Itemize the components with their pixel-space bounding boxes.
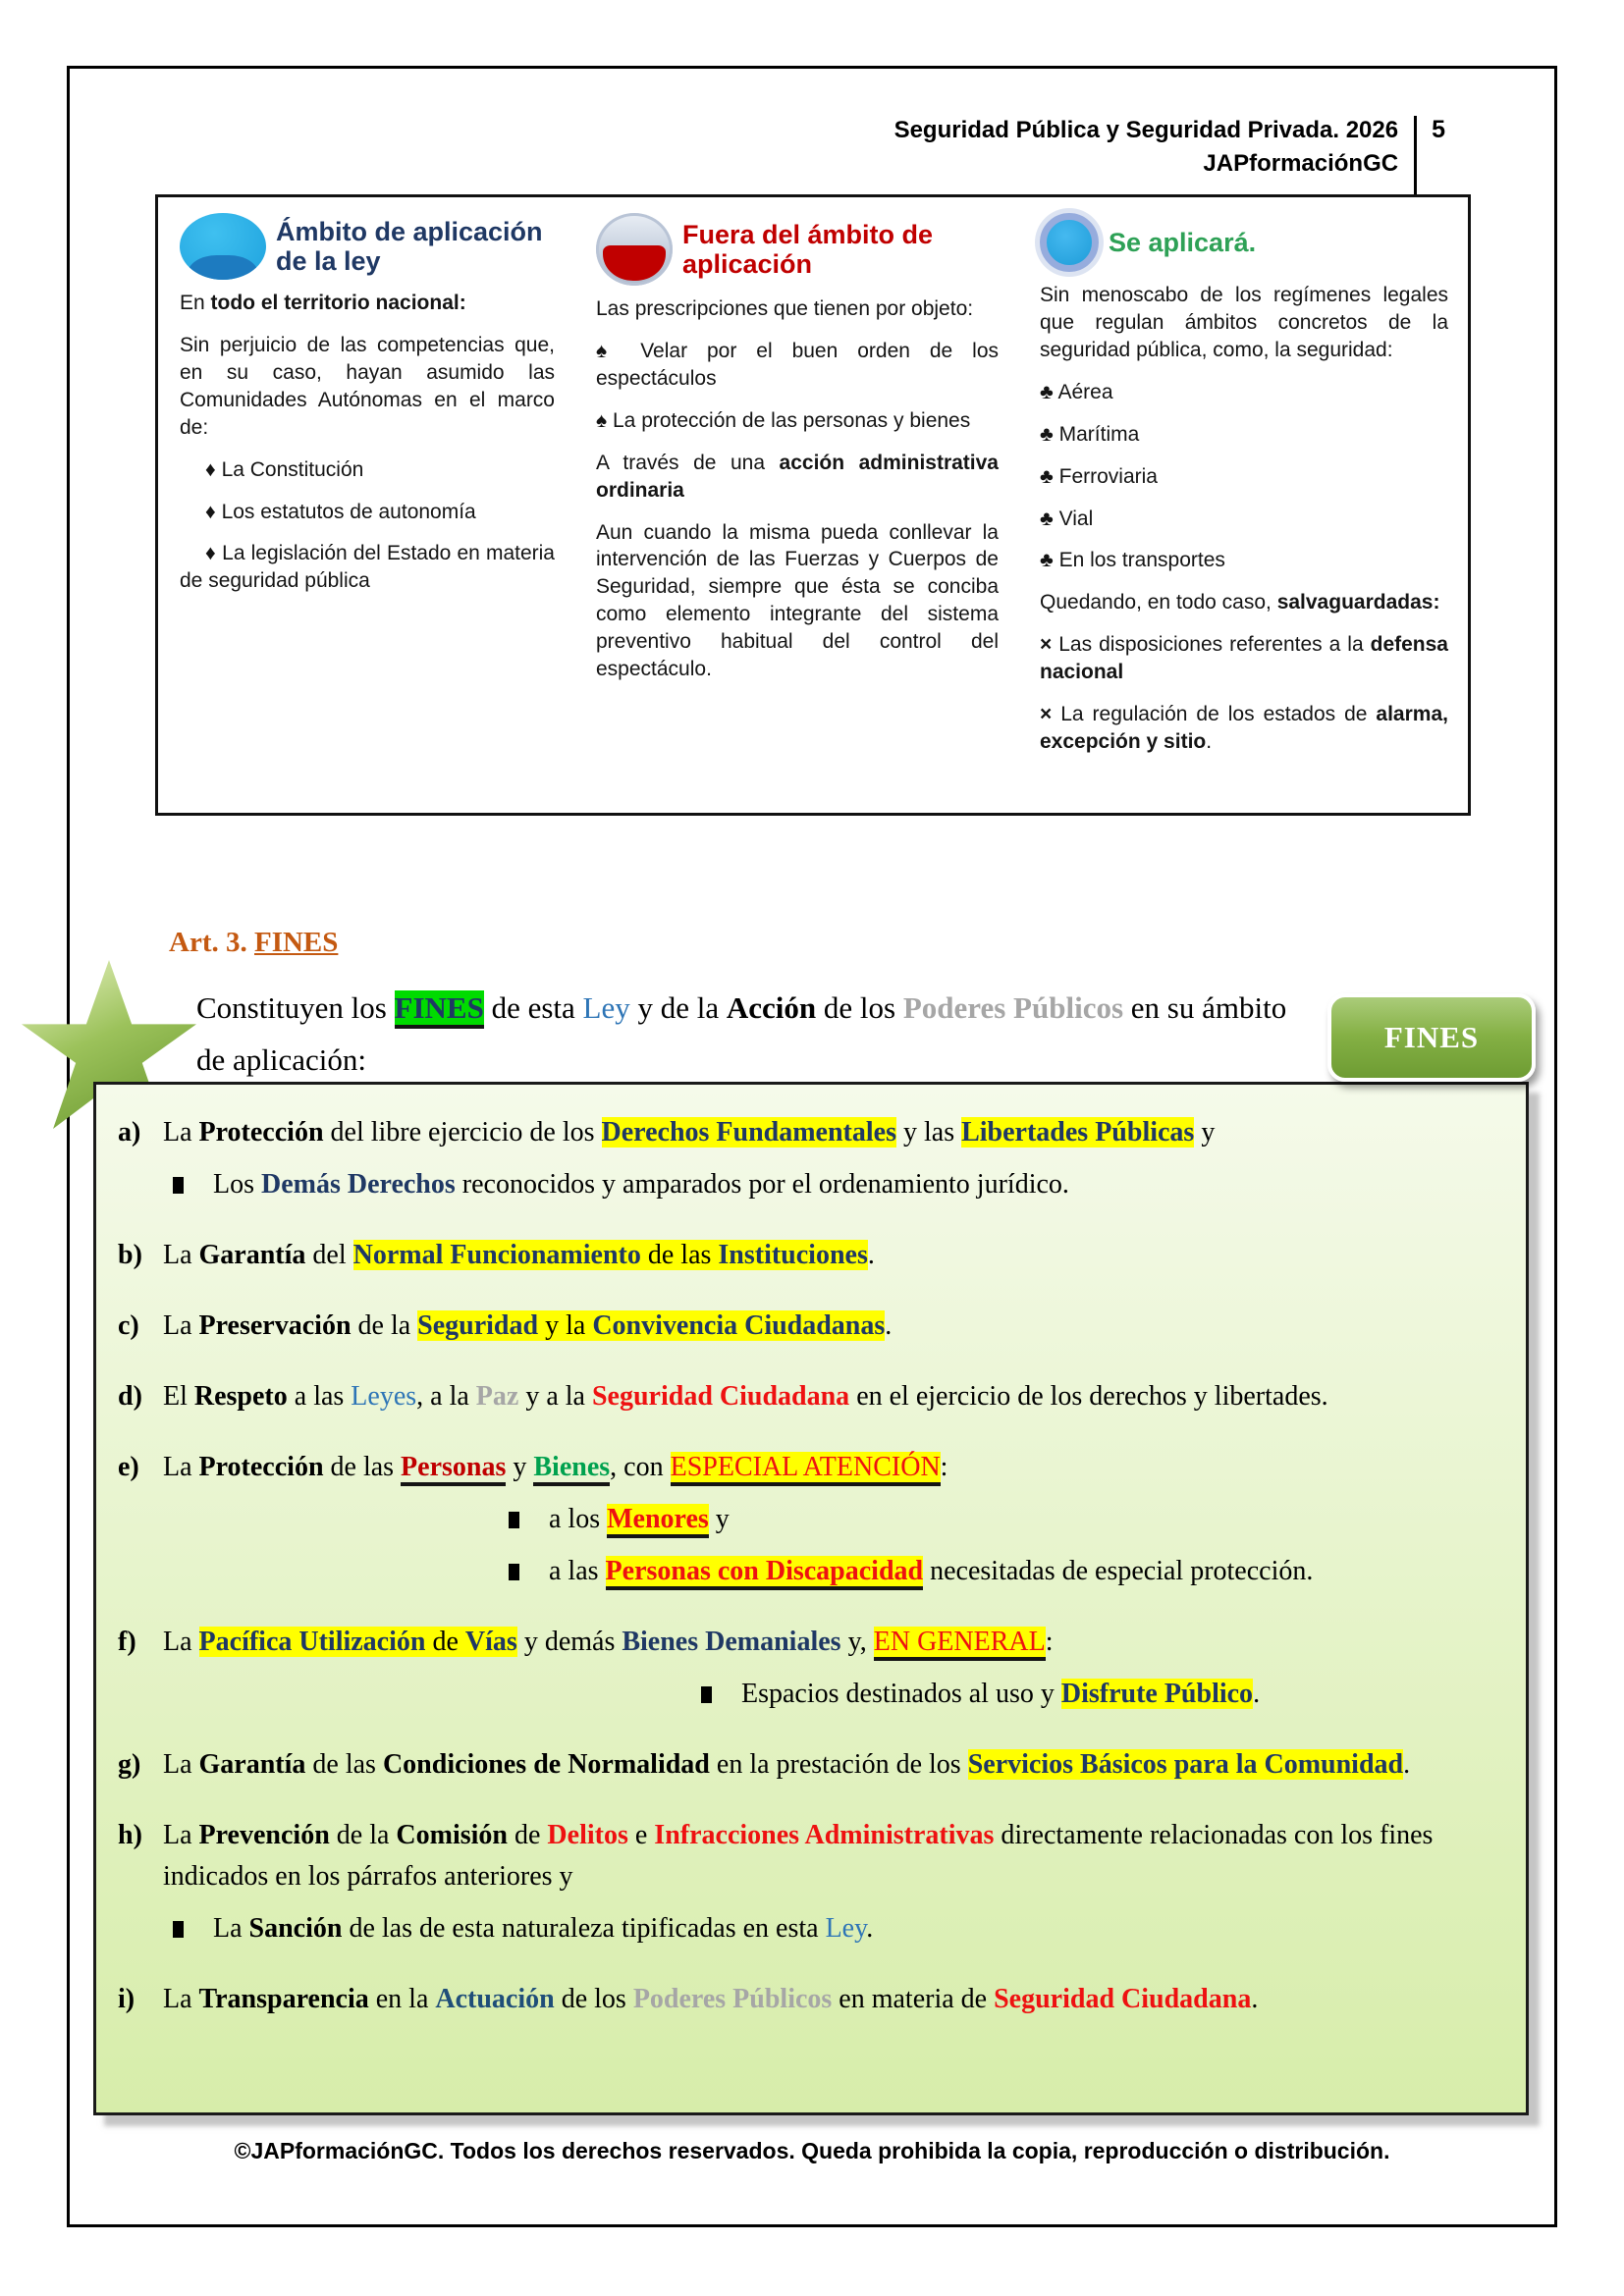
- info-bullet: ♣ Aérea: [1040, 380, 1113, 403]
- square-bullet-icon: [173, 1921, 184, 1938]
- square-bullet-icon: [701, 1686, 712, 1703]
- info-paragraph: En todo el territorio nacional:: [180, 292, 466, 314]
- list-item: [118, 1306, 1500, 1347]
- item-subbullets: [163, 1908, 1500, 1949]
- page-number: 5: [1432, 116, 1445, 143]
- item-text: El Respeto a las Leyes, a la Paz y a la Seguridad Ciudadana en el ejercicio de los derechos y libertades.: [163, 1381, 1328, 1412]
- list-item: [118, 1112, 1500, 1205]
- item-subbullets: [163, 1499, 1500, 1592]
- info-column-fuera-header: [596, 213, 999, 286]
- item-body: [163, 1235, 1500, 1276]
- red-bowl-icon: [596, 213, 673, 286]
- info-bullet: ♣ Marítima: [1040, 422, 1140, 446]
- item-body: [163, 1815, 1500, 1949]
- brand-name: JAPformaciónGC: [1203, 149, 1399, 177]
- info-bullet-list: [596, 338, 999, 435]
- info-column-fuera-title: Fuera del ámbito de aplicación: [682, 219, 934, 279]
- item-body: [163, 1979, 1500, 2020]
- info-bullet: ♠ Velar por el buen orden de los espectáculos: [596, 339, 999, 390]
- item-body: [163, 1744, 1500, 1786]
- info-column-aplicara-header: [1040, 213, 1448, 272]
- item-text: La Protección del libre ejercicio de los Derechos Fundamentales y las Libertades Públicas y: [163, 1117, 1216, 1148]
- sub-bullet-row: [509, 1551, 1500, 1592]
- blue-sphere-icon: [180, 213, 266, 280]
- info-bullet: ♣ En los transportes: [1040, 549, 1225, 572]
- document-title: Seguridad Pública y Seguridad Privada. 2026: [893, 117, 1399, 143]
- info-paragraph: Sin menoscabo de los regímenes legales que regulan ámbitos concretos de la seguridad pública, como, la seguridad:: [1040, 284, 1448, 361]
- square-bullet-icon: [509, 1564, 519, 1580]
- fines-badge-label: FINES: [1383, 1020, 1480, 1054]
- item-body: [163, 1376, 1500, 1417]
- info-xbullet: × La regulación de los estados de alarma, excepción y sitio.: [1040, 703, 1448, 754]
- info-xbullet: × Las disposiciones referentes a la defensa nacional: [1040, 633, 1448, 684]
- square-bullet-icon: [509, 1512, 519, 1528]
- info-paragraph: Quedando, en todo caso, salvaguardadas:: [1040, 591, 1440, 614]
- list-item: [118, 1815, 1500, 1949]
- info-paragraph: A través de una acción administrativa ordinaria: [596, 451, 999, 502]
- item-body: [163, 1112, 1500, 1205]
- info-column-ambito-title: Ámbito de aplicación de la ley: [276, 216, 543, 276]
- list-item: [118, 1622, 1500, 1715]
- item-body: [163, 1622, 1500, 1715]
- page-header: [894, 114, 1445, 202]
- item-label: i): [118, 1984, 135, 2014]
- info-bullet: ♦ La Constitución: [205, 457, 364, 481]
- info-bullet: ♦ La legislación del Estado en materia de seguridad pública: [180, 542, 555, 593]
- info-bullet: ♦ Los estatutos de autonomía: [205, 500, 476, 523]
- info-column-ambito: [158, 197, 574, 813]
- article-heading: Art. 3. FINES: [169, 927, 339, 958]
- item-label: e): [118, 1452, 139, 1482]
- item-text: La Protección de las Personas y Bienes, con ESPECIAL ATENCIÓN:: [163, 1452, 948, 1482]
- blue-circle-icon: [1040, 213, 1099, 272]
- info-column-aplicara-title: Se aplicará.: [1109, 227, 1257, 257]
- footer-copyright: ©JAPformaciónGC. Todos los derechos reservados. Queda prohibida la copia, reproducción o distribución.: [234, 2138, 1390, 2163]
- scope-infographic-box: [155, 194, 1471, 816]
- item-subbullets: [163, 1674, 1500, 1715]
- header-titles: [894, 114, 1399, 180]
- item-label: a): [118, 1117, 141, 1148]
- info-paragraph: Sin perjuicio de las competencias que, en su caso, hayan asumido las Comunidades Autónomas en el marco de:: [180, 333, 555, 439]
- sub-bullet-text: Espacios destinados al uso y Disfrute Público.: [741, 1679, 1261, 1709]
- item-label: d): [118, 1381, 142, 1412]
- info-bullet-list: [180, 456, 555, 596]
- sub-bullet-text: a los Menores y: [549, 1504, 730, 1534]
- item-label: h): [118, 1820, 142, 1850]
- sub-bullet-row: [509, 1499, 1500, 1540]
- info-paragraph: Las prescripciones que tienen por objeto:: [596, 297, 974, 320]
- item-text: La Pacífica Utilización de Vías y demás Bienes Demaniales y, EN GENERAL:: [163, 1627, 1054, 1657]
- sub-bullet-row: [173, 1164, 1500, 1205]
- header-divider: [1414, 116, 1417, 202]
- item-text: La Prevención de la Comisión de Delitos e Infracciones Administrativas directamente relacionadas con los fines indicados en los párrafos anteriores y: [163, 1820, 1434, 1892]
- fines-list-box: [93, 1082, 1529, 2115]
- list-item: [118, 1979, 1500, 2020]
- item-body: [163, 1306, 1500, 1347]
- info-bullet: ♠ La protección de las personas y bienes: [596, 408, 971, 432]
- fines-badge-button: [1327, 993, 1536, 1082]
- item-text: La Preservación de la Seguridad y la Convivencia Ciudadanas.: [163, 1310, 893, 1341]
- square-bullet-icon: [173, 1177, 184, 1194]
- item-text: La Garantía de las Condiciones de Normalidad en la prestación de los Servicios Básicos para la Comunidad.: [163, 1749, 1411, 1780]
- sub-bullet-text: Los Demás Derechos reconocidos y amparados por el ordenamiento jurídico.: [213, 1169, 1069, 1200]
- info-xbullet-list: [1040, 631, 1448, 756]
- fines-list: [118, 1112, 1500, 2020]
- item-text: La Transparencia en la Actuación de los Poderes Públicos en materia de Seguridad Ciudadana.: [163, 1984, 1259, 2014]
- item-label: c): [118, 1310, 139, 1341]
- item-label: b): [118, 1240, 142, 1270]
- list-item: [118, 1235, 1500, 1276]
- sub-bullet-text: a las Personas con Discapacidad necesitadas de especial protección.: [549, 1556, 1314, 1586]
- item-label: g): [118, 1749, 141, 1780]
- item-body: [163, 1447, 1500, 1592]
- item-label: f): [118, 1627, 136, 1657]
- intro-paragraph: Constituyen los FINES de esta Ley y de la Acción de los Poderes Públicos en su ámbito de aplicación:: [196, 990, 1287, 1078]
- list-item: [118, 1447, 1500, 1592]
- info-column-ambito-header: [180, 213, 555, 280]
- item-subbullets: [163, 1164, 1500, 1205]
- info-bullet: ♣ Ferroviaria: [1040, 464, 1158, 488]
- list-item: [118, 1744, 1500, 1786]
- info-paragraph: Aun cuando la misma pueda conllevar la intervención de las Fuerzas y Cuerpos de Seguridad, siempre que ésta se conciba como elemento integrante del sistema preventivo habitual del control del espectáculo.: [596, 520, 999, 681]
- list-item: [118, 1376, 1500, 1417]
- info-column-fuera: [574, 197, 1018, 813]
- info-column-aplicara: [1018, 197, 1468, 813]
- info-bullet-list: [1040, 379, 1448, 575]
- sub-bullet-row: [701, 1674, 1500, 1715]
- info-bullet: ♣ Vial: [1040, 507, 1094, 530]
- sub-bullet-row: [173, 1908, 1500, 1949]
- sub-bullet-text: La Sanción de las de esta naturaleza tipificadas en esta Ley.: [213, 1913, 874, 1944]
- item-text: La Garantía del Normal Funcionamiento de las Instituciones.: [163, 1240, 875, 1270]
